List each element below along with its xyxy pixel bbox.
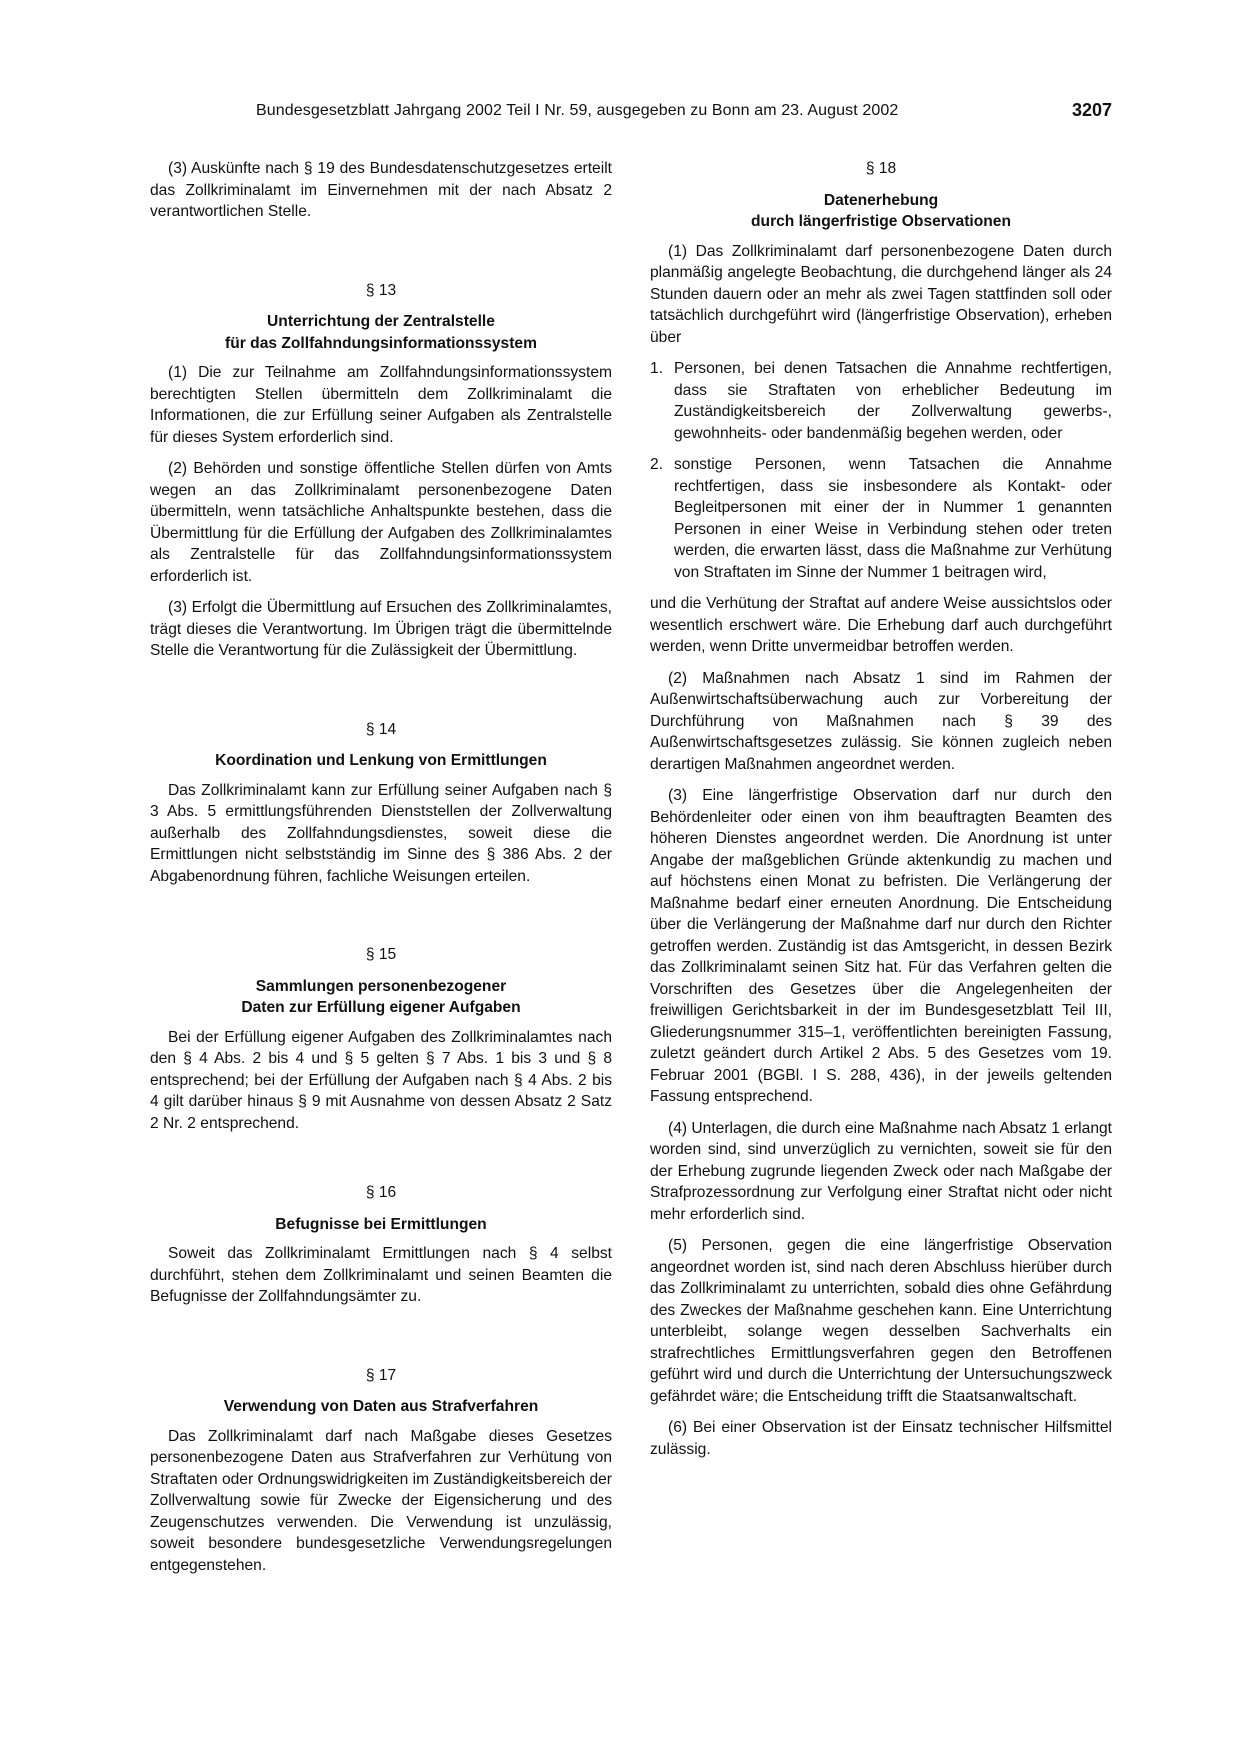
page-header <box>150 102 1112 126</box>
list-item-text: Personen, bei denen Tatsachen die Annahme rechtfertigen, dass sie Straftaten von erheblicher Bedeutung im Zuständigkeitsbereich der Zollverwaltung gewerbs-, gewohnheits- oder bandenmäßig begehen werden, oder <box>674 360 1112 442</box>
paragraph: Das Zollkriminalamt darf nach Maßgabe dieses Gesetzes personenbezogene Daten aus Strafverfahren zur Verhütung von Straftaten oder Ordnungswidrigkeiten im Zuständigkeitsbereich der Zollverwaltung sowie für Zwecke der Eigensicherung und des Zeugenschutzes verwenden. Die Verwendung ist unzulässig, soweit besondere bundesgesetzliche Verwendungsregelungen entgegenstehen. <box>150 1427 612 1574</box>
section-18 <box>650 158 1112 1460</box>
list-item <box>650 454 1112 583</box>
section-title-line: durch längerfristige Observationen <box>751 213 1011 230</box>
section-title <box>150 311 612 354</box>
page-number: 3207 <box>1071 100 1112 120</box>
running-head: Bundesgesetzblatt Jahrgang 2002 Teil I Nr. 59, ausgegeben zu Bonn am 23. August 2002 <box>256 102 899 119</box>
paragraph: (2) Behörden und sonstige öffentliche Stellen dürfen von Amts wegen an das Zollkriminalamt personenbezogene Daten übermitteln, wenn tatsächliche Anhaltspunkte bestehen, dass die Übermittlung für die Erfüllung der Aufgaben des Zollkriminalamtes als Zentralstelle für das Zollfahndungsinformationssystem erforderlich ist. <box>150 460 612 585</box>
section-title: Koordination und Lenkung von Ermittlungen <box>215 752 547 769</box>
section-number: § 13 <box>365 281 397 299</box>
paragraph: (6) Bei einer Observation ist der Einsatz technischer Hilfsmittel zulässig. <box>650 1419 1112 1458</box>
paragraph-continuation: und die Verhütung der Straftat auf andere Weise aussichtslos oder wesentlich erschwert wäre. Die Erhebung darf auch durchgeführt werden, wenn Dritte unvermeidbar betroffen werden. <box>650 595 1112 655</box>
paragraph: (1) Das Zollkriminalamt darf personenbezogene Daten durch planmäßig angelegte Beobachtung, die durchgehend länger als 24 Stunden dauern oder an mehr als zwei Tagen stattfinden soll oder tatsächlich durchgeführt wird (längerfristige Observation), erheben über <box>650 242 1112 346</box>
section-15 <box>150 944 612 1134</box>
section-number: § 16 <box>365 1184 397 1201</box>
paragraph: Bei der Erfüllung eigener Aufgaben des Zollkriminalamtes nach den § 4 Abs. 2 bis 4 und § 5 gelten § 7 Abs. 1 bis 3 und § 8 entsprechend; bei der Erfüllung der Aufgaben nach § 4 Abs. 2 bis 4 gilt darüber hinaus § 9 mit Ausnahme von dessen Absatz 2 Satz 2 Nr. 2 entsprechend. <box>150 1028 612 1132</box>
section-16 <box>150 1182 612 1308</box>
paragraph: Das Zollkriminalamt kann zur Erfüllung seiner Aufgaben nach § 3 Abs. 5 ermittlungsführenden Dienststellen der Zollverwaltung außerhalb des Zollfahndungsdienstes, soweit diese die Ermittlungen nicht selbstständig im Sinne des § 386 Abs. 2 der Abgabenordnung führen, fachliche Weisungen erteilen. <box>150 781 612 885</box>
section-title-line: für das Zollfahndungsinformationssystem <box>225 334 537 352</box>
section-14 <box>150 719 612 888</box>
paragraph: (3) Eine längerfristige Observation darf nur durch den Behördenleiter oder einen von ihm beauftragten Beamten des höheren Dienstes angeordnet werden. Die Anordnung ist unter Angabe der maßgeblichen Gründe aktenkundig zu machen und auf höchstens einen Monat zu befristen. Die Verlängerung der Maßnahme bedarf einer erneuten Anordnung. Die Entscheidung über die Verlängerung der Maßnahme darf nur durch den Richter getroffen werden. Zuständig ist das Amtsgericht, in dessen Bezirk das Zollkriminalamt seinen Sitz hat. Für das Verfahren gelten die Vorschriften des Gesetzes über die Angelegenheiten der freiwilligen Gerichtsbarkeit in der im Bundesgesetzblatt Teil III, Gliederungsnummer 315–1, veröffentlichten bereinigten Fassung, zuletzt geändert durch Artikel 2 Abs. 5 des Gesetzes vom 19. Februar 2001 (BGBl. I S. 288, 436), in der jeweils geltenden Fassung entsprechend. <box>650 787 1112 1105</box>
numbered-list <box>650 358 1112 583</box>
section-title-line: Datenerhebung <box>823 191 939 209</box>
section-17 <box>150 1365 612 1577</box>
paragraph: Soweit das Zollkriminalamt Ermittlungen nach § 4 selbst durchführt, stehen dem Zollkriminalamt und seinen Beamten die Befugnisse der Zollfahndungsämter zu. <box>150 1245 612 1305</box>
paragraph: (1) Die zur Teilnahme am Zollfahndungsinformationssystem berechtigten Stellen übermitteln dem Zollkriminalamt die Informationen, die zur Erfüllung seiner Aufgaben als Zentralstelle für dieses System erforderlich sind. <box>150 364 612 446</box>
section-title: Befugnisse bei Ermittlungen <box>275 1215 487 1233</box>
section-title-line: Daten zur Erfüllung eigener Aufgaben <box>241 999 521 1016</box>
section-title <box>650 190 1112 233</box>
paragraph: (2) Maßnahmen nach Absatz 1 sind im Rahmen der Außenwirtschaftsüberwachung auch zur Vorbereitung der Durchführung von Maßnahmen nach § 39 des Außenwirtschaftsgesetzes zulässig. Sie können zugleich neben derartigen Maßnahmen angeordnet werden. <box>650 669 1112 773</box>
left-column <box>150 158 612 1586</box>
section-number: § 17 <box>365 1366 397 1384</box>
section-title: Verwendung von Daten aus Strafverfahren <box>223 1398 539 1415</box>
section-13 <box>150 280 612 662</box>
list-item-number: 1. <box>650 360 664 377</box>
list-item-number: 2. <box>650 456 664 473</box>
section-title-line: Sammlungen personenbezogener <box>255 977 507 995</box>
section-title <box>150 976 612 1019</box>
list-item <box>650 358 1112 444</box>
right-column <box>650 158 1112 1470</box>
paragraph: (3) Auskünfte nach § 19 des Bundesdatenschutzgesetzes erteilt das Zollkriminalamt im Einvernehmen mit der nach Absatz 2 verantwortlichen Stelle. <box>150 160 612 220</box>
paragraph: (5) Personen, gegen die eine längerfristige Observation angeordnet worden ist, sind nach deren Abschluss hierüber durch das Zollkriminalamt zu unterrichten, sobald dies ohne Gefährdung des Zweckes der Maßnahme geschehen kann. Eine Unterrichtung unterbleibt, solange wegen desselben Sachverhalts ein strafrechtliches Ermittlungsverfahren gegen den Betroffenen geführt wird und durch die Unterrichtung der Untersuchungszweck gefährdet wäre; die Entscheidung trifft die Staatsanwaltschaft. <box>650 1237 1112 1405</box>
paragraph: (3) Erfolgt die Übermittlung auf Ersuchen des Zollkriminalamtes, trägt dieses die Verantwortung. Im Übrigen trägt die übermittelnde Stelle die Verantwortung für die Zulässigkeit der Übermittlung. <box>150 599 612 659</box>
section-number: § 15 <box>365 946 397 963</box>
section-title-line: Unterrichtung der Zentralstelle <box>267 313 495 330</box>
paragraph: (4) Unterlagen, die durch eine Maßnahme nach Absatz 1 erlangt worden sind, sind unverzüglich zu vernichten, soweit sie für den der Erhebung zugrunde liegenden Zweck oder nach Maßgabe der Strafprozessordnung zur Verfolgung einer Straftat nicht oder nicht mehr erforderlich sind. <box>650 1119 1112 1223</box>
section-number: § 18 <box>865 160 897 177</box>
section-number: § 14 <box>365 720 397 738</box>
list-item-text: sonstige Personen, wenn Tatsachen die Annahme rechtfertigen, dass sie insbesondere als Kontakt- oder Begleitpersonen mit einer der in Nummer 1 genannten Personen in einer Weise in Verbindung stehen oder treten werden, die erwarten lässt, dass die Maßnahme zur Verhütung von Straftaten im Sinne der Nummer 1 beitragen wird, <box>674 456 1112 581</box>
